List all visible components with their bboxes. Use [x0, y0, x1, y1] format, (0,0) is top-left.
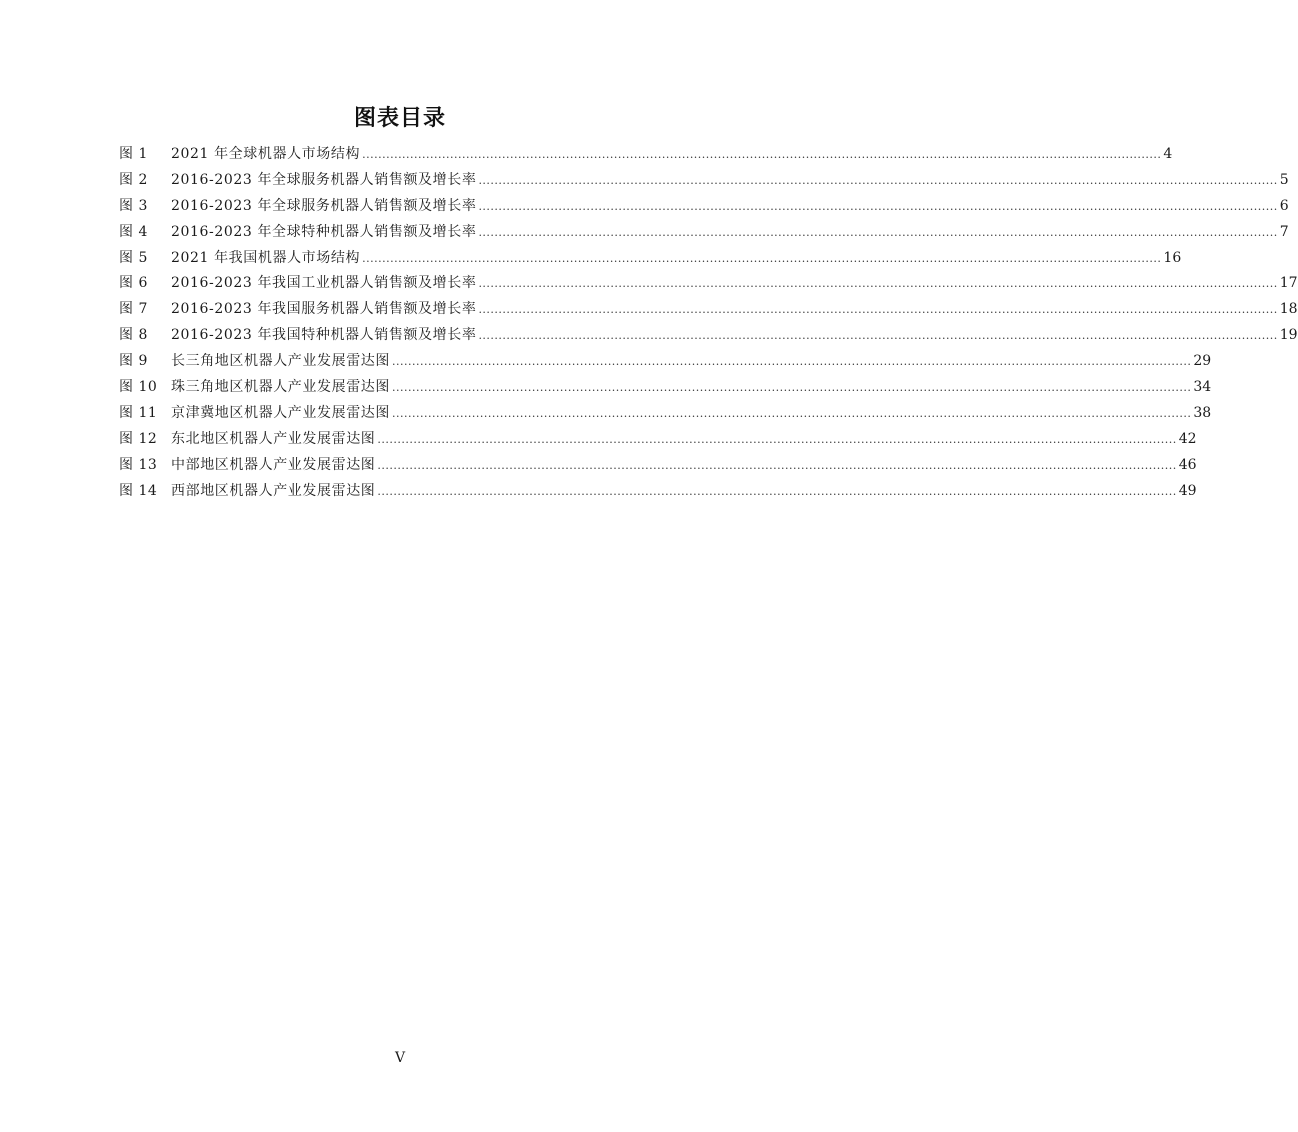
figure-caption: 2021 年全球机器人市场结构	[171, 146, 361, 162]
figure-number: 图 7	[119, 301, 148, 318]
figure-caption: 2016-2023 年全球服务机器人销售额及增长率	[171, 197, 477, 214]
page-number: 5	[1279, 171, 1289, 188]
toc-entry[interactable]	[119, 246, 1182, 272]
page-number: 34	[1193, 379, 1212, 396]
figure-number: 图 13	[119, 456, 158, 473]
table-of-figures	[119, 142, 1298, 504]
page-number: 38	[1193, 404, 1212, 421]
toc-entry[interactable]	[119, 220, 1289, 246]
page-number: 18	[1279, 301, 1298, 318]
page-number: 6	[1279, 197, 1289, 214]
page-number: 42	[1178, 430, 1197, 447]
dot-leader: ........................................................................................................................................................................................................	[377, 432, 1177, 446]
figure-caption: 2016-2023 年全球特种机器人销售额及增长率	[171, 223, 477, 240]
dot-leader: ........................................................................................................................................................................................................	[392, 381, 1192, 395]
page-number: 16	[1163, 249, 1182, 266]
figure-caption: 京津冀地区机器人产业发展雷达图	[171, 404, 390, 421]
figure-number: 图 4	[119, 223, 148, 240]
figure-number: 图 10	[119, 379, 158, 396]
figure-caption: 2021 年我国机器人市场结构	[171, 249, 361, 266]
dot-leader: ........................................................................................................................................................................................................	[392, 406, 1192, 420]
toc-entry[interactable]	[119, 427, 1197, 453]
dot-leader: ........................................................................................................................................................................................................	[362, 148, 1162, 161]
page-number: 46	[1178, 456, 1197, 473]
dot-leader: ........................................................................................................................................................................................................	[478, 199, 1278, 213]
dot-leader: ........................................................................................................................................................................................................	[478, 277, 1278, 291]
toc-entry[interactable]	[119, 323, 1298, 349]
toc-entry[interactable]	[119, 168, 1289, 194]
figure-caption: 2016-2023 年我国服务机器人销售额及增长率	[171, 301, 477, 318]
page-number: 17	[1279, 275, 1298, 292]
dot-leader: ........................................................................................................................................................................................................	[377, 458, 1177, 472]
dot-leader: ........................................................................................................................................................................................................	[478, 225, 1278, 239]
figure-number: 图 1	[119, 146, 148, 162]
page-number: 49	[1178, 482, 1197, 499]
toc-entry[interactable]	[119, 271, 1298, 297]
figure-caption: 2016-2023 年我国工业机器人销售额及增长率	[171, 275, 477, 292]
figure-caption: 长三角地区机器人产业发展雷达图	[171, 353, 390, 370]
page-number: 19	[1279, 327, 1298, 344]
toc-entry[interactable]	[119, 142, 1173, 168]
page-number: 29	[1193, 353, 1212, 370]
page-number: 7	[1279, 223, 1289, 240]
dot-leader: ........................................................................................................................................................................................................	[362, 251, 1162, 265]
figure-caption: 2016-2023 年全球服务机器人销售额及增长率	[171, 171, 477, 188]
toc-entry[interactable]	[119, 194, 1289, 220]
figure-number: 图 14	[119, 482, 158, 499]
figure-caption: 东北地区机器人产业发展雷达图	[171, 430, 376, 447]
dot-leader: ........................................................................................................................................................................................................	[478, 173, 1278, 187]
page-footer-number: V	[394, 1050, 406, 1066]
toc-entry[interactable]	[119, 401, 1212, 427]
figure-number: 图 2	[119, 171, 148, 188]
dot-leader: ........................................................................................................................................................................................................	[377, 484, 1177, 498]
toc-entry[interactable]	[119, 453, 1197, 479]
figure-number: 图 11	[119, 404, 158, 421]
toc-entry[interactable]	[119, 375, 1212, 401]
figure-number: 图 6	[119, 275, 148, 292]
figure-number: 图 8	[119, 327, 148, 344]
figure-number: 图 5	[119, 249, 148, 266]
figure-caption: 2016-2023 年我国特种机器人销售额及增长率	[171, 327, 477, 344]
figure-number: 图 9	[119, 353, 148, 370]
toc-entry[interactable]	[119, 349, 1212, 375]
toc-entry[interactable]	[119, 479, 1197, 505]
figure-caption: 中部地区机器人产业发展雷达图	[171, 456, 376, 473]
figure-number: 图 12	[119, 430, 158, 447]
dot-leader: ........................................................................................................................................................................................................	[478, 329, 1278, 343]
dot-leader: ........................................................................................................................................................................................................	[392, 355, 1192, 369]
toc-entry[interactable]	[119, 297, 1298, 323]
figure-caption: 珠三角地区机器人产业发展雷达图	[171, 379, 390, 396]
page-title: 图表目录	[353, 106, 446, 131]
page-number: 4	[1163, 146, 1173, 162]
figure-number: 图 3	[119, 197, 148, 214]
figure-caption: 西部地区机器人产业发展雷达图	[171, 482, 376, 499]
dot-leader: ........................................................................................................................................................................................................	[478, 303, 1278, 317]
